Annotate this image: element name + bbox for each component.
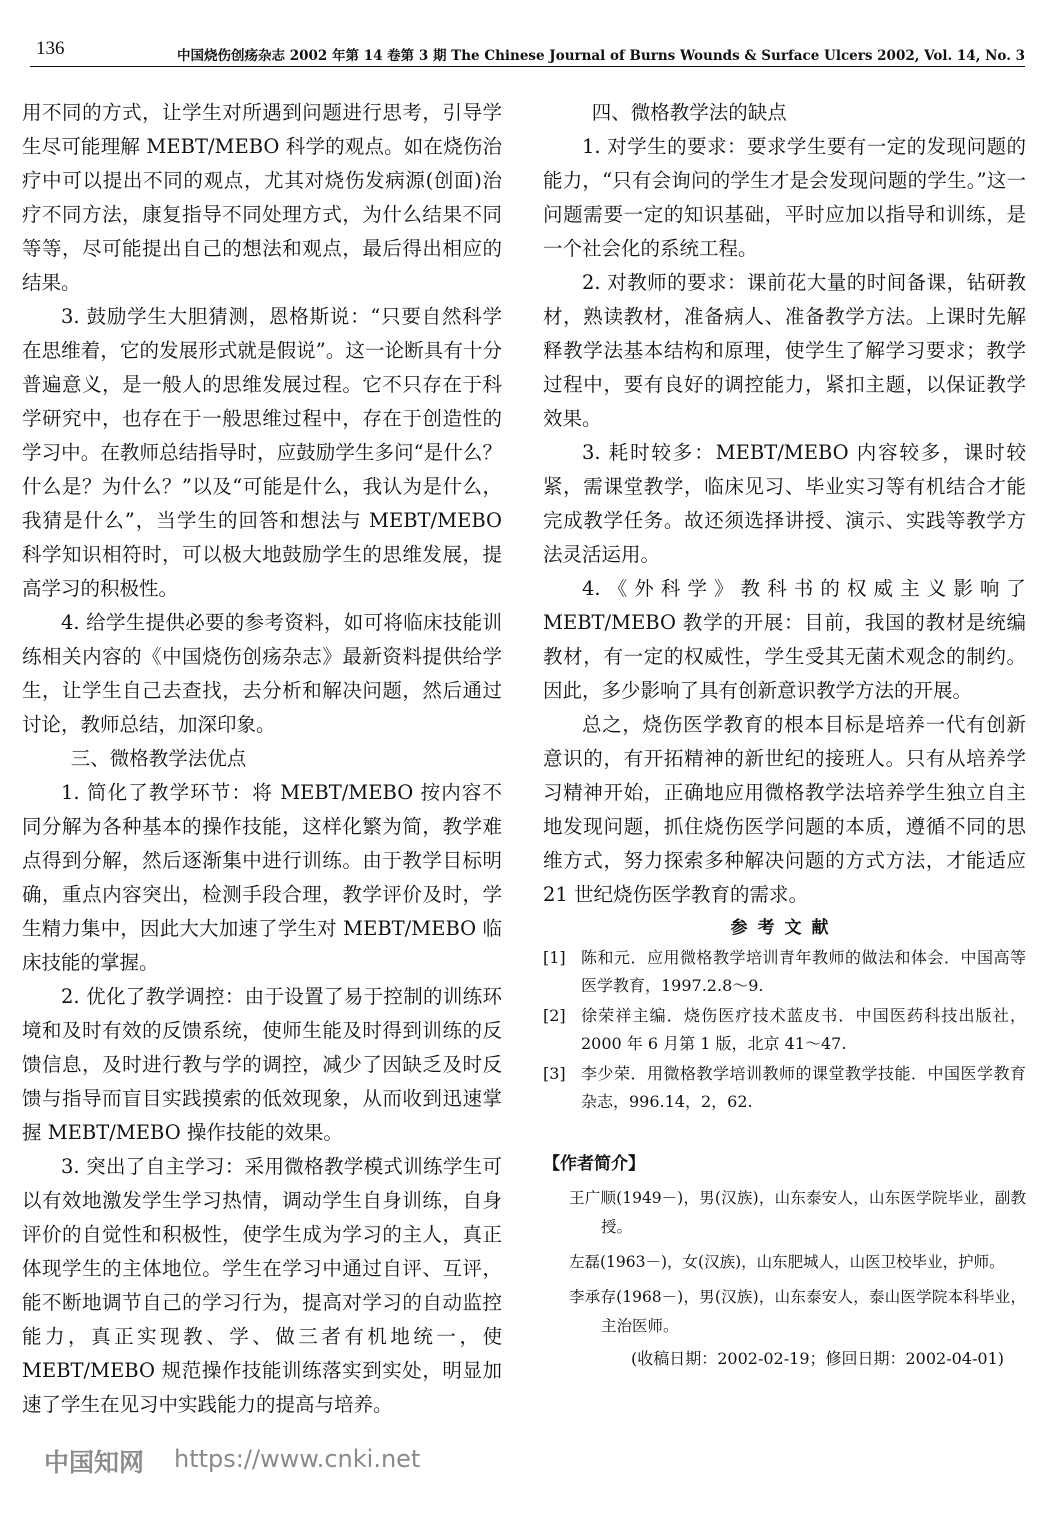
left-column: [22, 96, 502, 1422]
paragraph: 1. 简化了教学环节：将 MEBT/MEBO 按内容不同分解为各种基本的操作技能，这样化繁为简，教学难点得到分解，然后逐渐集中进行训练。由于教学目标明确，重点内容突出，检测手段合理，教学评价及时，学生精力集中，因此大大加速了学生对 MEBT/MEBO 临床技能的掌握。: [22, 781, 502, 974]
author-bio-title: 【作者简介】: [543, 1154, 645, 1174]
paragraph: 总之，烧伤医学教育的根本目标是培养一代有创新意识的，有开拓精神的新世纪的接班人。只有从培养学习精神开始，正确地应用微格教学法培养学生独立自主地发现问题，抓住烧伤医学问题的本质，遵循不同的思维方式，努力探索多种解决问题的方式方法，才能适应 21 世纪烧伤医学教育的需求。: [543, 713, 1026, 906]
reference-number: [2]: [543, 1006, 566, 1025]
right-column: [543, 96, 1026, 1373]
reference-number: [1]: [543, 948, 566, 967]
cnki-url[interactable]: https://www.cnki.net: [174, 1445, 421, 1473]
author-bio: 王广顺(1949－)，男(汉族)，山东泰安人，山东医学院毕业，副教授。: [569, 1189, 1026, 1236]
paragraph: 4. 给学生提供必要的参考资料，如可将临床技能训练相关内容的《中国烧伤创疡杂志》最新资料提供给学生，让学生自己去查找，去分析和解决问题，然后通过讨论，教师总结，加深印象。: [22, 611, 502, 736]
paragraph: 3. 鼓励学生大胆猜测，恩格斯说：“只要自然科学在思维着，它的发展形式就是假说”。这一论断具有十分普遍意义，是一般人的思维发展过程。它不只存在于科学研究中，也存在于一般思维过程中，存在于创造性的学习中。在教师总结指导时，应鼓励学生多问“是什么？什么是？为什么？”以及“可能是什么，我认为是什么，我猜是什么”，当学生的回答和想法与 MEBT/MEBO 科学知识相符时，可以极大地鼓励学生的思维发展，提高学习的积极性。: [22, 305, 502, 600]
cnki-logo: 中国知网: [44, 1448, 145, 1477]
author-bio: 左磊(1963－)，女(汉族)，山东肥城人，山医卫校毕业，护师。: [569, 1253, 1005, 1271]
reference-item: [543, 1060, 1026, 1116]
reference-number: [3]: [543, 1064, 566, 1083]
page-header: [30, 38, 1025, 72]
running-head: 中国烧伤创疡杂志 2002 年第 14 卷第 3 期 The Chinese Journal of Burns Wounds & Surface Ulcers 2002, Vol. 14, No. 3: [177, 48, 1025, 64]
reference-item: [543, 944, 1026, 1000]
section-heading: 四、微格教学法的缺点: [591, 101, 787, 124]
paragraph: 用不同的方式，让学生对所遇到问题进行思考，引导学生尽可能理解 MEBT/MEBO 科学的观点。如在烧伤治疗中可以提出不同的观点，尤其对烧伤发病源(创面)治疗不同方法，康复指导不同处理方式，为什么结果不同等等，尽可能提出自己的想法和观点，最后得出相应的结果。: [22, 101, 502, 294]
section-heading: 三、微格教学法优点: [70, 747, 247, 770]
paragraph: 3. 突出了自主学习：采用微格教学模式训练学生可以有效地激发学生学习热情，调动学生自身训练，自身评价的自觉性和积极性，使学生成为学习的主人，真正体现学生的主体地位。学生在学习中通过自评、互评，能不断地调节自己的学习行为，提高对学习的自动监控能力，真正实现教、学、做三者有机地统一，使 MEBT/MEBO 规范操作技能训练落实到实处，明显加速了学生在见习中实践能力的提高与培养。: [22, 1155, 502, 1416]
references-title: 参考文献: [730, 918, 839, 938]
paragraph: 1. 对学生的要求：要求学生要有一定的发现问题的能力，“只有会询问的学生才是会发现问题的学生。”这一问题需要一定的知识基础，平时应加以指导和训练，是一个社会化的系统工程。: [543, 135, 1026, 260]
reference-item: [543, 1002, 1026, 1058]
paragraph: 2. 对教师的要求：课前花大量的时间备课，钻研教材，熟读教材，准备病人、准备教学方法。上课时先解释教学法基本结构和原理，使学生了解学习要求；教学过程中，要有良好的调控能力，紧扣主题，以保证教学效果。: [543, 271, 1026, 430]
paragraph: 4.《外科学》教科书的权威主义影响了 MEBT/MEBO 教学的开展：目前，我国的教材是统编教材，有一定的权威性，学生受其无菌术观念的制约。因此，多少影响了具有创新意识教学方法的开展。: [543, 577, 1026, 702]
page-number: 136: [36, 38, 65, 59]
author-bio: 李承存(1968－)，男(汉族)，山东泰安人，泰山医学院本科毕业，主治医师。: [569, 1288, 1026, 1335]
received-dates: (收稿日期：2002-02-19；修回日期：2002-04-01): [631, 1349, 1004, 1368]
paragraph: 2. 优化了教学调控：由于设置了易于控制的训练环境和及时有效的反馈系统，使师生能及时得到训练的反馈信息，及时进行教与学的调控，减少了因缺乏及时反馈与指导而盲目实践摸索的低效现象，从而收到迅速掌握 MEBT/MEBO 操作技能的效果。: [22, 985, 502, 1144]
reference-text: 徐荣祥主编．烧伤医疗技术蓝皮书．中国医药科技出版社，2000 年 6 月第 1 版，北京 41～47.: [581, 1006, 1026, 1053]
reference-text: 陈和元．应用微格教学培训青年教师的做法和体会．中国高等医学教育，1997.2.8～9.: [581, 948, 1026, 995]
reference-text: 李少荣．用微格教学培训教师的课堂教学技能．中国医学教育杂志，996.14，2，62.: [581, 1064, 1026, 1111]
header-rule: [30, 66, 1025, 67]
paragraph: 3. 耗时较多：MEBT/MEBO 内容较多，课时较紧，需课堂教学，临床见习、毕业实习等有机结合才能完成教学任务。故还须选择讲授、演示、实践等教学方法灵活运用。: [543, 441, 1026, 566]
